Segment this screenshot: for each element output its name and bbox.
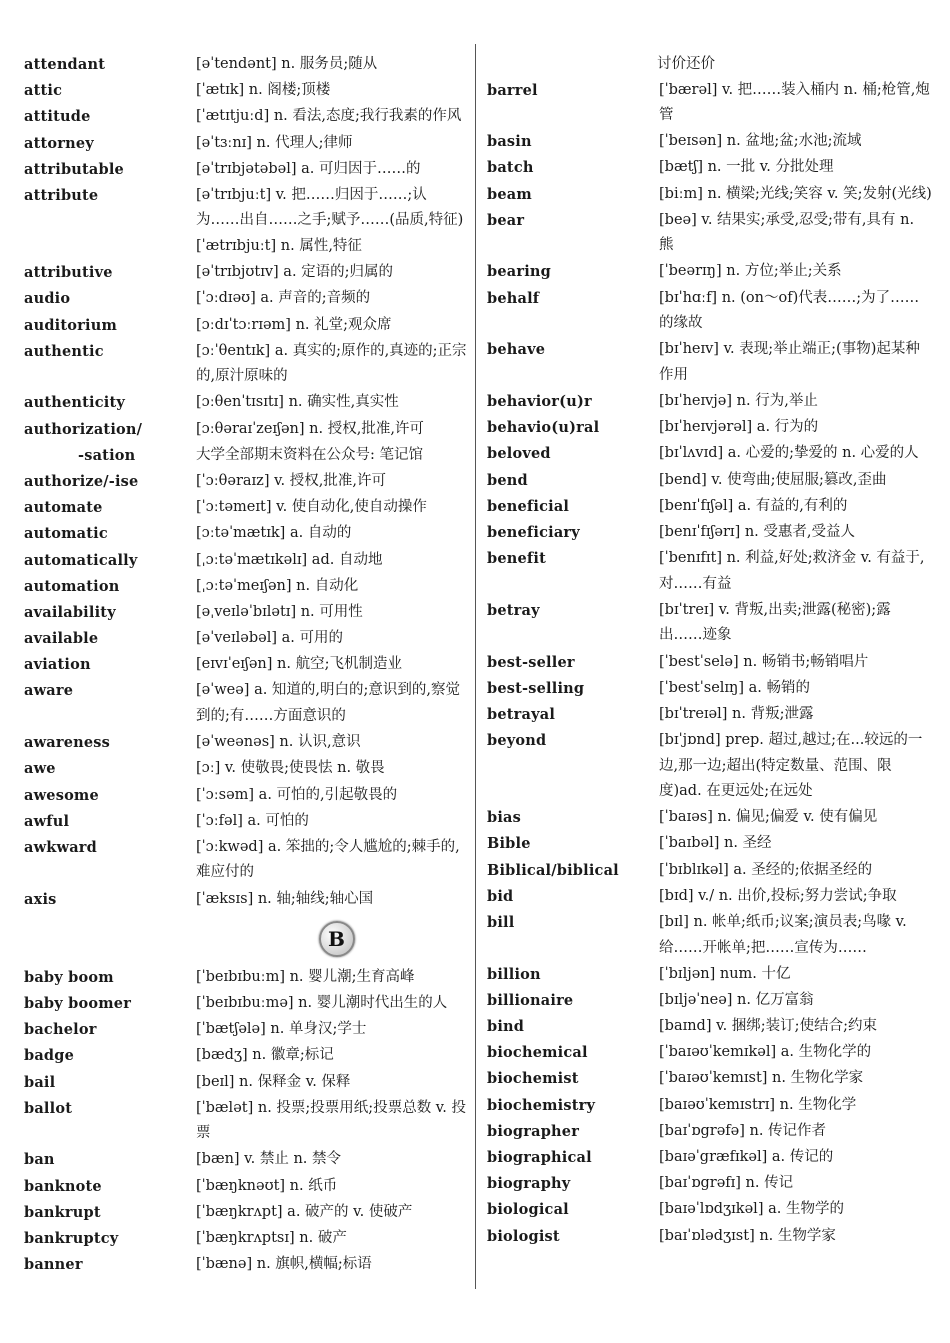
dictionary-entry <box>24 1070 469 1096</box>
definition: [əˈtɜːnɪ] n. 代理人;律师 <box>196 134 353 151</box>
dictionary-entry <box>24 756 469 782</box>
dictionary-entry <box>24 339 469 390</box>
definition: [ˈbaɪəs] n. 偏见;偏爱 v. 使有偏见 <box>659 809 878 826</box>
definition: [ˈbɪblɪkəl] a. 圣经的;依据圣经的 <box>659 861 873 878</box>
dictionary-entry <box>487 546 932 597</box>
dictionary-entry <box>487 1119 932 1145</box>
headword: biographical <box>487 1149 592 1166</box>
dictionary-entry <box>24 809 469 835</box>
definition: [baɪəʊˈkemɪstrɪ] n. 生物化学 <box>659 1096 857 1113</box>
headword: awe <box>24 760 56 778</box>
dictionary-entry <box>487 441 932 467</box>
definition: [ɔːθenˈtɪsɪtɪ] n. 确实性,真实性 <box>196 394 399 411</box>
definition: [əˈtendənt] n. 服务员;随从 <box>196 56 378 72</box>
dictionary-entry <box>487 1224 932 1250</box>
definition: [ˈbærəl] v. 把……装入桶内 n. 桶;枪管,炮管 <box>659 81 930 123</box>
definition: [beɪl] n. 保释金 v. 保释 <box>196 1073 351 1090</box>
dictionary-entry <box>487 129 932 155</box>
dictionary-entry <box>487 286 932 337</box>
definition: [baɪˈɒlədʒɪst] n. 生物学家 <box>659 1227 836 1244</box>
dictionary-entry <box>24 1043 469 1069</box>
definition: [əˌveɪləˈbɪlətɪ] n. 可用性 <box>196 603 363 620</box>
dictionary-entry <box>24 835 469 886</box>
headword: baby boomer <box>24 994 132 1012</box>
definition: [ˌɔːtəˈmeɪʃən] n. 自动化 <box>196 577 359 594</box>
definition: [ˈbeɪsən] n. 盆地;盆;水池;流域 <box>659 133 862 150</box>
definition: [ˈɔːsəm] a. 可怕的,引起敬畏的 <box>196 786 398 803</box>
dictionary-entry <box>24 1096 469 1147</box>
dictionary-entry <box>487 858 932 884</box>
dictionary-entry <box>487 1040 932 1066</box>
dictionary-entry <box>487 520 932 546</box>
headword: automatic <box>24 525 108 543</box>
headword: badge <box>24 1047 75 1065</box>
definition: [ˈbæŋkrʌpt] a. 破产的 v. 使破产 <box>196 1203 413 1220</box>
dictionary-entry <box>24 1226 469 1252</box>
dictionary-entry <box>487 208 932 259</box>
headword: baby boom <box>24 968 114 986</box>
dictionary-entry <box>24 991 469 1017</box>
dictionary-entry <box>24 104 469 130</box>
definition: [ˈɔːfəl] a. 可怕的 <box>196 812 309 829</box>
headword: available <box>24 630 99 648</box>
dictionary-entry <box>24 521 469 547</box>
headword: awesome <box>24 786 99 804</box>
headword: aware <box>24 682 74 700</box>
headword: billionaire <box>487 991 574 1009</box>
definition: [bɪˈhɑːf] n. (on～of)代表……;为了……的缘故 <box>659 289 920 332</box>
definition: [ɔːtəˈmætɪk] a. 自动的 <box>196 525 352 542</box>
headword: beneficiary <box>487 523 580 541</box>
dictionary-entry <box>487 337 932 388</box>
dictionary-entry <box>24 1252 469 1278</box>
headword: automate <box>24 499 103 517</box>
section-letter-badge <box>24 913 469 965</box>
definition: [ɔː] v. 使敬畏;使畏怯 n. 敬畏 <box>196 760 385 777</box>
letter-b-badge: B <box>319 921 355 957</box>
headword: Biblical/biblical <box>487 861 619 879</box>
definition: [ɔːdɪˈtɔːrɪəm] n. 礼堂;观众席 <box>196 316 392 333</box>
dictionary-entry <box>24 1017 469 1043</box>
headword: axis <box>24 890 57 908</box>
headword: automation <box>24 577 120 595</box>
dictionary-entry <box>24 965 469 991</box>
definition: [ˈbenɪfɪt] n. 利益,好处;救济金 v. 有益于,对……有益 <box>659 550 925 592</box>
headword: awful <box>24 812 70 830</box>
definition: [baɪˈɒgrəfə] n. 传记作者 <box>659 1122 827 1139</box>
dictionary-entry <box>487 1145 932 1171</box>
definition: [əˈtrɪbjuːt] v. 把……归因于……;认为……出自……之手;赋予……(品质,特征) [ˈætrɪbjuːt] n. 属性,特征 <box>196 186 464 254</box>
headword: bill <box>487 914 515 931</box>
dictionary-entry <box>24 600 469 626</box>
definition: [bɪˈtreɪəl] n. 背叛;泄露 <box>659 705 814 722</box>
definition: [bɪd] v./ n. 出价,投标;努力尝试;争取 <box>659 887 897 904</box>
dictionary-entry <box>24 783 469 809</box>
definition: [ˈɔːθəraɪz] v. 授权,批准,许可 <box>196 472 386 489</box>
dictionary-entry <box>487 415 932 441</box>
headword: biographer <box>487 1122 580 1140</box>
headword: biochemist <box>487 1070 579 1088</box>
dictionary-entry <box>24 443 469 469</box>
dictionary-entry <box>487 1197 932 1223</box>
dictionary-entry <box>487 468 932 494</box>
definition: [bɪˈheɪvjərəl] a. 行为的 <box>659 419 819 436</box>
headword: bearing <box>487 263 551 281</box>
dictionary-entry <box>24 469 469 495</box>
definition: [ˈætɪk] n. 阁楼;顶楼 <box>196 82 331 99</box>
dictionary-entry <box>487 78 932 129</box>
definition: [benɪˈfɪʃəl] a. 有益的,有利的 <box>659 497 848 514</box>
dictionary-entry <box>24 313 469 339</box>
definition: [beə] v. 结果实;承受,忍受;带有,具有 n. 熊 <box>659 211 915 254</box>
definition: [əˈweənəs] n. 认识,意识 <box>196 734 361 751</box>
dictionary-entry <box>487 1014 932 1040</box>
dictionary-entry <box>24 131 469 157</box>
headword: banner <box>24 1256 83 1274</box>
definition: [baɪnd] v. 捆绑;装订;使结合;约束 <box>659 1018 877 1035</box>
definition: [ˈæksɪs] n. 轴;轴线;轴心国 <box>196 890 374 907</box>
headword: biochemical <box>487 1044 588 1062</box>
dictionary-entry <box>24 730 469 756</box>
definition: [bend] v. 使弯曲;使屈服;篡改,歪曲 <box>659 471 887 488</box>
headword: -sation <box>78 446 136 464</box>
definition: [ˈbæŋknəʊt] n. 纸币 <box>196 1177 338 1194</box>
headword: ballot <box>24 1099 73 1117</box>
definition: [bætʃ] n. 一批 v. 分批处理 <box>659 159 834 176</box>
headword: betrayal <box>487 705 556 723</box>
headword: bias <box>487 809 522 827</box>
definition: [bɪljəˈneə] n. 亿万富翁 <box>659 991 814 1008</box>
headword: beam <box>487 185 532 203</box>
headword: banknote <box>24 1177 102 1195</box>
headword: attorney <box>24 134 94 152</box>
column-divider <box>475 44 476 1289</box>
definition: [benɪˈfɪʃərɪ] n. 受惠者,受益人 <box>659 523 856 540</box>
definition: [bædʒ] n. 徽章;标记 <box>196 1047 334 1064</box>
definition: [bæn] v. 禁止 n. 禁令 <box>196 1151 342 1168</box>
headword: bind <box>487 1018 525 1036</box>
headword: beneficial <box>487 497 570 515</box>
dictionary-entry <box>487 494 932 520</box>
right-column <box>487 52 932 1250</box>
headword: biological <box>487 1201 569 1219</box>
dictionary-entry <box>24 157 469 183</box>
headword: billion <box>487 965 541 983</box>
headword: awareness <box>24 734 111 752</box>
definition: [əˈtrɪbjʊtɪv] a. 定语的;归属的 <box>196 264 394 281</box>
headword: attribute <box>24 186 99 204</box>
headword: barrel <box>487 81 538 99</box>
dictionary-entry <box>487 884 932 910</box>
headword: biography <box>487 1175 571 1193</box>
headword: benefit <box>487 550 546 568</box>
definition: [ˈbɪljən] num. 十亿 <box>659 965 791 982</box>
dictionary-entry <box>24 1200 469 1226</box>
headword: automatically <box>24 551 138 569</box>
dictionary-entry <box>24 652 469 678</box>
definition: [ˈbænə] n. 旗帜,横幅;标语 <box>196 1256 372 1273</box>
headword: attributable <box>24 160 124 178</box>
dictionary-entry <box>24 417 469 443</box>
dictionary-entry <box>487 389 932 415</box>
definition: [əˈveɪləbəl] a. 可用的 <box>196 630 343 647</box>
definition: [ˈbeərɪŋ] n. 方位;举止;关系 <box>659 263 842 280</box>
headword: availability <box>24 603 116 621</box>
headword: aviation <box>24 656 91 674</box>
dictionary-entry <box>487 805 932 831</box>
headword: bend <box>487 471 528 489</box>
headword: attributive <box>24 264 113 282</box>
headword: behavio(u)ral <box>487 419 600 437</box>
dictionary-entry <box>487 831 932 857</box>
headword: auditorium <box>24 316 117 334</box>
dictionary-entry <box>487 650 932 676</box>
headword: bid <box>487 887 514 905</box>
dictionary-entry <box>24 52 469 78</box>
definition: [ˈbestˈselɪŋ] a. 畅销的 <box>659 679 811 696</box>
definition: [ˈbæŋkrʌptsɪ] n. 破产 <box>196 1229 347 1246</box>
dictionary-entry <box>487 910 932 961</box>
definition: [ɔːθəraɪˈzeɪʃən] n. 授权,批准,许可 <box>196 420 424 437</box>
definition: [ˈbeɪbɪbuːmə] n. 婴儿潮时代出生的人 <box>196 994 448 1011</box>
dictionary-entry <box>24 183 469 260</box>
definition: [baɪəˈgræfɪkəl] a. 传记的 <box>659 1149 834 1165</box>
dictionary-entry <box>487 1171 932 1197</box>
dictionary-entry <box>24 574 469 600</box>
definition: [ˈbeɪbɪbuːm] n. 婴儿潮;生育高峰 <box>196 968 415 985</box>
headword: best-selling <box>487 679 585 697</box>
dictionary-entry <box>487 598 932 649</box>
headword: bail <box>24 1073 56 1091</box>
dictionary-entry <box>487 702 932 728</box>
definition: [biːm] n. 横梁;光线;笑容 v. 笑;发射(光线) <box>659 185 932 202</box>
headword: attic <box>24 82 63 100</box>
dictionary-entry <box>24 626 469 652</box>
definition: [ˈbaɪbəl] n. 圣经 <box>659 835 772 852</box>
definition: [bɪˈtreɪ] v. 背叛,出卖;泄露(秘密);露出……迹象 <box>659 601 891 644</box>
definition: [ˈbaɪəʊˈkemɪst] n. 生物化学家 <box>659 1070 864 1087</box>
headword: batch <box>487 159 534 177</box>
headword: bear <box>487 211 525 229</box>
dictionary-entry <box>487 155 932 181</box>
definition: [ˈbestˈselə] n. 畅销书;畅销唱片 <box>659 653 869 670</box>
headword: behalf <box>487 289 540 307</box>
definition: [baɪˈɒgrəfɪ] n. 传记 <box>659 1175 794 1192</box>
definition: [ˈbælət] n. 投票;投票用纸;投票总数 v. 投票 <box>196 1099 466 1142</box>
headword: best-seller <box>487 653 575 671</box>
definition: [ˈbaɪəʊˈkemɪkəl] a. 生物化学的 <box>659 1044 872 1061</box>
dictionary-entry <box>487 1093 932 1119</box>
dictionary-entry <box>24 390 469 416</box>
dictionary-entry <box>487 988 932 1014</box>
definition: [ˈɔːtəmeɪt] v. 使自动化,使自动操作 <box>196 499 427 516</box>
headword: beloved <box>487 445 551 463</box>
dictionary-entry <box>24 1147 469 1173</box>
headword: authorization/ <box>24 420 143 438</box>
headword: ban <box>24 1151 55 1169</box>
definition: 大学全部期末资料在公众号: 笔记馆 <box>196 446 423 463</box>
headword: basin <box>487 133 532 151</box>
definition: [bɪˈheɪv] v. 表现;举止端正;(事物)起某种作用 <box>659 341 920 383</box>
headword: biochemistry <box>487 1096 596 1114</box>
headword: Bible <box>487 835 531 853</box>
definition: [əˈtrɪbjətəbəl] a. 可归因于……的 <box>196 160 421 177</box>
headword: awkward <box>24 838 97 856</box>
definition: [ˈɔːdɪəʊ] a. 声音的;音频的 <box>196 290 371 307</box>
definition: [bɪˈlʌvɪd] a. 心爱的;挚爱的 n. 心爱的人 <box>659 445 919 462</box>
dictionary-entry <box>487 676 932 702</box>
headword: bachelor <box>24 1021 97 1039</box>
definition: [ˈætɪtjuːd] n. 看法,态度;我行我素的作风 <box>196 108 462 125</box>
headword: betray <box>487 601 540 619</box>
headword: authentic <box>24 342 104 360</box>
headword: authorize/-ise <box>24 472 139 490</box>
headword: audio <box>24 290 71 308</box>
headword: attitude <box>24 108 91 126</box>
headword: authenticity <box>24 394 126 412</box>
headword: behave <box>487 341 546 359</box>
dictionary-entry <box>24 78 469 104</box>
dictionary-entry <box>24 286 469 312</box>
left-column <box>24 52 469 1278</box>
headword: biologist <box>487 1227 560 1245</box>
headword: bankrupt <box>24 1203 101 1221</box>
dictionary-entry <box>487 259 932 285</box>
definition: [bɪˈjɒnd] prep. 超过,越过;在...较远的一边,那一边;超出(特定数量、范围、限度)ad. 在更远处;在远处 <box>659 732 923 800</box>
headword: behavior(u)r <box>487 393 592 410</box>
definition: [eɪvɪˈeɪʃən] n. 航空;飞机制造业 <box>196 656 402 673</box>
definition: [bɪl] n. 帐单;纸币;议案;演员表;鸟喙 v. 给……开帐单;把……宣传为…… <box>659 914 907 956</box>
definition: [bɪˈheɪvjə] n. 行为,举止 <box>659 393 818 409</box>
definition: [ˌɔːtəˈmætɪkəlɪ] ad. 自动地 <box>196 551 383 568</box>
dictionary-entry <box>24 887 469 913</box>
dictionary-entry <box>487 728 932 805</box>
dictionary-entry <box>24 495 469 521</box>
definition: [ˈɔːkwəd] a. 笨拙的;令人尴尬的;棘手的,难应付的 <box>196 838 460 881</box>
headword: beyond <box>487 732 547 750</box>
dictionary-entry <box>487 962 932 988</box>
dictionary-entry <box>24 260 469 286</box>
headword: bankruptcy <box>24 1229 119 1247</box>
dictionary-entry <box>487 182 932 208</box>
definition: [ˈbætʃələ] n. 单身汉;学士 <box>196 1021 367 1038</box>
dictionary-entry <box>487 1066 932 1092</box>
dictionary-entry <box>24 678 469 729</box>
definition: [əˈweə] a. 知道的,明白的;意识到的,察觉到的;有……方面意识的 <box>196 682 461 724</box>
definition: [ɔːˈθentɪk] a. 真实的;原作的,真迹的;正宗的,原汁原味的 <box>196 342 467 385</box>
headword: attendant <box>24 56 106 73</box>
dictionary-entry <box>24 1174 469 1200</box>
definition: [baɪəˈlɒdʒɪkəl] a. 生物学的 <box>659 1201 844 1218</box>
continued-definition: 讨价还价 <box>657 56 715 72</box>
dictionary-entry <box>24 548 469 574</box>
